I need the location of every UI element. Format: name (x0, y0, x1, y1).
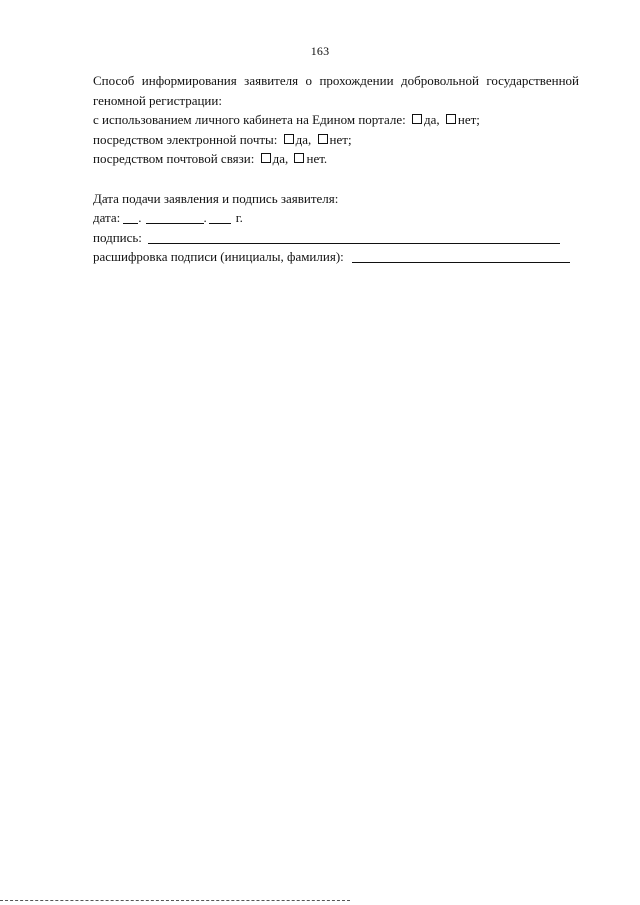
checkbox-yes[interactable] (284, 134, 294, 144)
bottom-divider (0, 900, 350, 901)
sign-label: подпись: (93, 229, 142, 245)
checkbox-no[interactable] (294, 153, 304, 163)
checkbox-no[interactable] (446, 114, 456, 124)
signature-field[interactable] (148, 230, 560, 244)
notification-heading: Способ информирования заявителя о прохождении добровольной государственной геномной регистрации: (93, 73, 579, 108)
option-label: с использованием личного кабинета на Едином портале: (93, 112, 406, 127)
page-number: 163 (310, 44, 330, 58)
option-email (93, 130, 579, 150)
signature-heading: Дата подачи заявления и подпись заявителя: (93, 190, 339, 206)
decode-row (93, 247, 579, 267)
option-no-label: нет. (306, 151, 328, 166)
date-label: дата: (93, 210, 121, 225)
checkbox-yes[interactable] (261, 153, 271, 163)
decode-label: расшифровка подписи (инициалы, фамилия): (93, 249, 344, 264)
option-yes-label: да, (272, 151, 289, 166)
option-personal-cabinet (93, 110, 579, 130)
date-separator: . (203, 210, 207, 225)
option-label: посредством электронной почты: (93, 131, 278, 147)
section-spacer (93, 169, 579, 189)
date-month-field[interactable] (146, 210, 204, 224)
option-post (93, 149, 579, 169)
date-day-field[interactable] (123, 210, 138, 224)
date-year-field[interactable] (209, 210, 231, 224)
option-no-label: нет; (329, 131, 352, 147)
option-label: посредством почтовой связи: (93, 151, 255, 166)
option-yes-label: да, (295, 131, 312, 147)
year-suffix: г. (235, 210, 243, 225)
option-no-label: нет; (457, 112, 480, 127)
date-separator: . (138, 210, 142, 225)
form-content (93, 71, 579, 267)
date-row (93, 208, 579, 228)
checkbox-no[interactable] (318, 134, 328, 144)
option-yes-label: да, (423, 112, 440, 127)
checkbox-yes[interactable] (412, 114, 422, 124)
sign-row (93, 228, 579, 248)
signature-decode-field[interactable] (352, 249, 570, 263)
